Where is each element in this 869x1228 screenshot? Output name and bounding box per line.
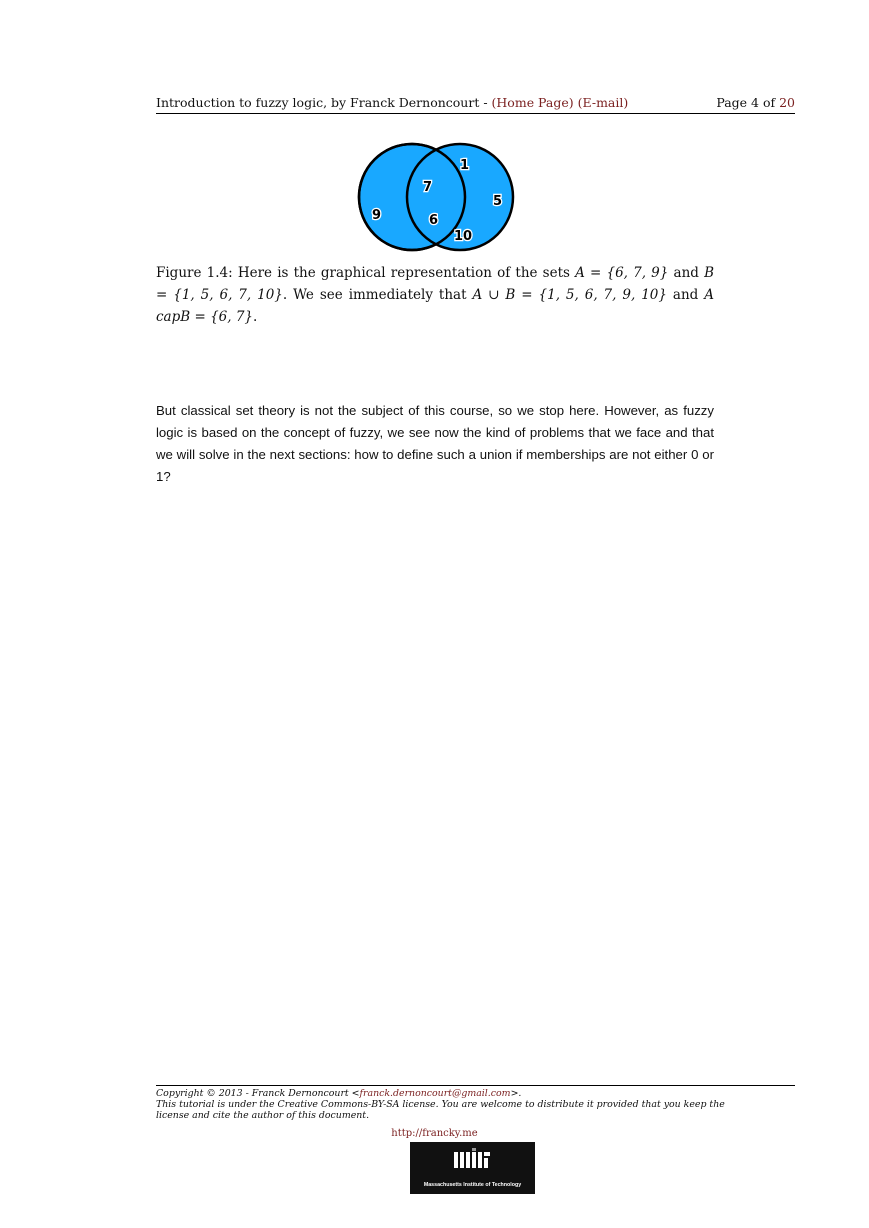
website-link[interactable]: http://francky.me	[391, 1128, 478, 1139]
home-page-link[interactable]: (Home Page)	[491, 95, 574, 110]
caption-text-1: Here is the graphical representation of the sets	[232, 265, 576, 281]
page-number	[716, 95, 795, 110]
page-header	[156, 95, 795, 114]
mit-logo	[410, 1142, 535, 1194]
figure-caption	[156, 262, 714, 328]
venn-number-7: 7	[423, 180, 433, 195]
venn-diagram	[354, 142, 519, 252]
caption-end: .	[253, 309, 258, 325]
figure-label: Figure 1.4:	[156, 265, 233, 281]
venn-number-9: 9	[372, 208, 382, 223]
venn-number-1: 1	[460, 158, 470, 173]
copyright-suffix: >.	[510, 1088, 522, 1099]
author-email-link[interactable]: franck.dernoncourt@gmail.com	[359, 1088, 511, 1099]
header-title-text: Introduction to fuzzy logic, by Franck Dernoncourt -	[156, 95, 492, 110]
union-math: A ∪ B = {1, 5, 6, 7, 9, 10}	[472, 287, 667, 303]
caption-text-2: . We see immediately that	[282, 287, 473, 303]
email-link[interactable]: (E-mail)	[577, 95, 629, 110]
venn-number-5: 5	[493, 194, 503, 209]
header-title	[156, 95, 628, 110]
caption-and-1: and	[668, 265, 705, 281]
set-a-math: A = {6, 7, 9}	[575, 265, 669, 281]
mit-logo-caption: Massachusetts Institute of Technology	[423, 1182, 522, 1188]
page-number-prefix: Page 4 of	[716, 95, 780, 110]
venn-number-6: 6	[429, 213, 439, 228]
copyright-line	[156, 1088, 795, 1099]
page-footer	[156, 1085, 795, 1121]
copyright-prefix: Copyright © 2013 - Franck Dernoncourt <	[156, 1088, 360, 1099]
license-line: This tutorial is under the Creative Commons-BY-SA license. You are welcome to distribute it provided that you keep the license and cite the author of this document.	[156, 1099, 725, 1121]
set-b-math: B = {1, 5, 6, 7, 10}	[156, 265, 714, 303]
venn-number-10: 10	[454, 229, 473, 244]
total-pages-link[interactable]: 20	[779, 95, 795, 110]
body-paragraph: But classical set theory is not the subject of this course, so we stop here. However, as fuzzy logic is based on the concept of fuzzy, we see now the kind of problems that we face and that we will solve in the next sections: how to define such a union if memberships are not either 0 or 1?	[156, 403, 714, 484]
intersection-math: A capB = {6, 7}	[156, 287, 715, 325]
caption-and-2: and	[666, 287, 705, 303]
